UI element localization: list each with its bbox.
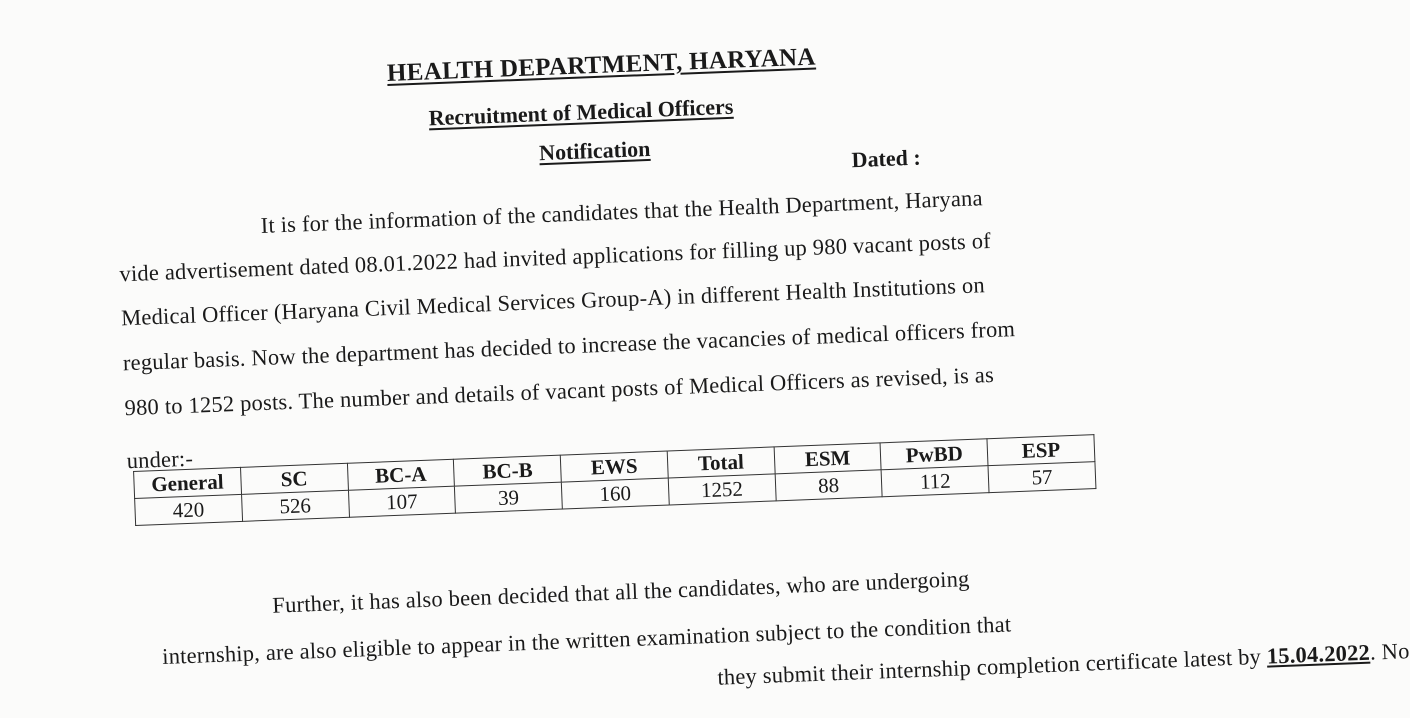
notice-type-heading: Notification: [538, 135, 651, 166]
table-cell: 88: [775, 470, 883, 501]
table-cell: 57: [988, 462, 1096, 493]
body-line: under:-: [126, 445, 194, 474]
table-cell: 107: [348, 486, 456, 517]
further-line-suffix: . No: [1369, 638, 1410, 665]
table-cell: 420: [135, 494, 243, 525]
body-line: Medical Officer (Haryana Civil Medical Services Group-A) in different Health Institutions on: [120, 272, 986, 331]
table-header-cell: Total: [667, 447, 775, 478]
body-line: 980 to 1252 posts. The number and details of vacant posts of Medical Officers as revised, is as: [124, 361, 995, 421]
subject-heading: Recruitment of Medical Officers: [428, 93, 734, 131]
dated-label: Dated :: [851, 144, 922, 173]
table-cell: 112: [881, 466, 989, 497]
department-heading: HEALTH DEPARTMENT, HARYANA: [386, 43, 817, 87]
table-cell: 526: [241, 490, 349, 521]
further-line: internship, are also eligible to appear in the written examination subject to the condition that: [161, 611, 1012, 670]
further-line: Further, it has also been decided that all the candidates, who are undergoing: [271, 566, 970, 618]
vacant-posts-table: [133, 434, 1096, 526]
table-header-cell: SC: [240, 463, 348, 494]
table-header-cell: BC-A: [347, 459, 455, 490]
further-line: [717, 638, 1410, 691]
body-line: It is for the information of the candidates that the Health Department, Haryana: [260, 185, 984, 238]
table-header-cell: General: [134, 467, 242, 498]
deadline-date: 15.04.2022: [1266, 639, 1371, 669]
body-line: vide advertisement dated 08.01.2022 had invited applications for filling up 980 vacant posts of: [119, 227, 992, 287]
table-header-cell: ESM: [774, 443, 882, 474]
table-header-cell: PwBD: [880, 439, 988, 470]
table-cell: 39: [455, 482, 563, 513]
further-line-prefix: they submit their internship completion certificate latest by: [716, 643, 1268, 690]
body-line: regular basis. Now the department has decided to increase the vacancies of medical officers from: [122, 316, 1016, 376]
table-header-cell: BC-B: [454, 455, 562, 486]
table-header-cell: ESP: [987, 435, 1095, 466]
table-header-cell: EWS: [560, 451, 668, 482]
table-cell: 1252: [668, 474, 776, 505]
table-cell: 160: [561, 478, 669, 509]
